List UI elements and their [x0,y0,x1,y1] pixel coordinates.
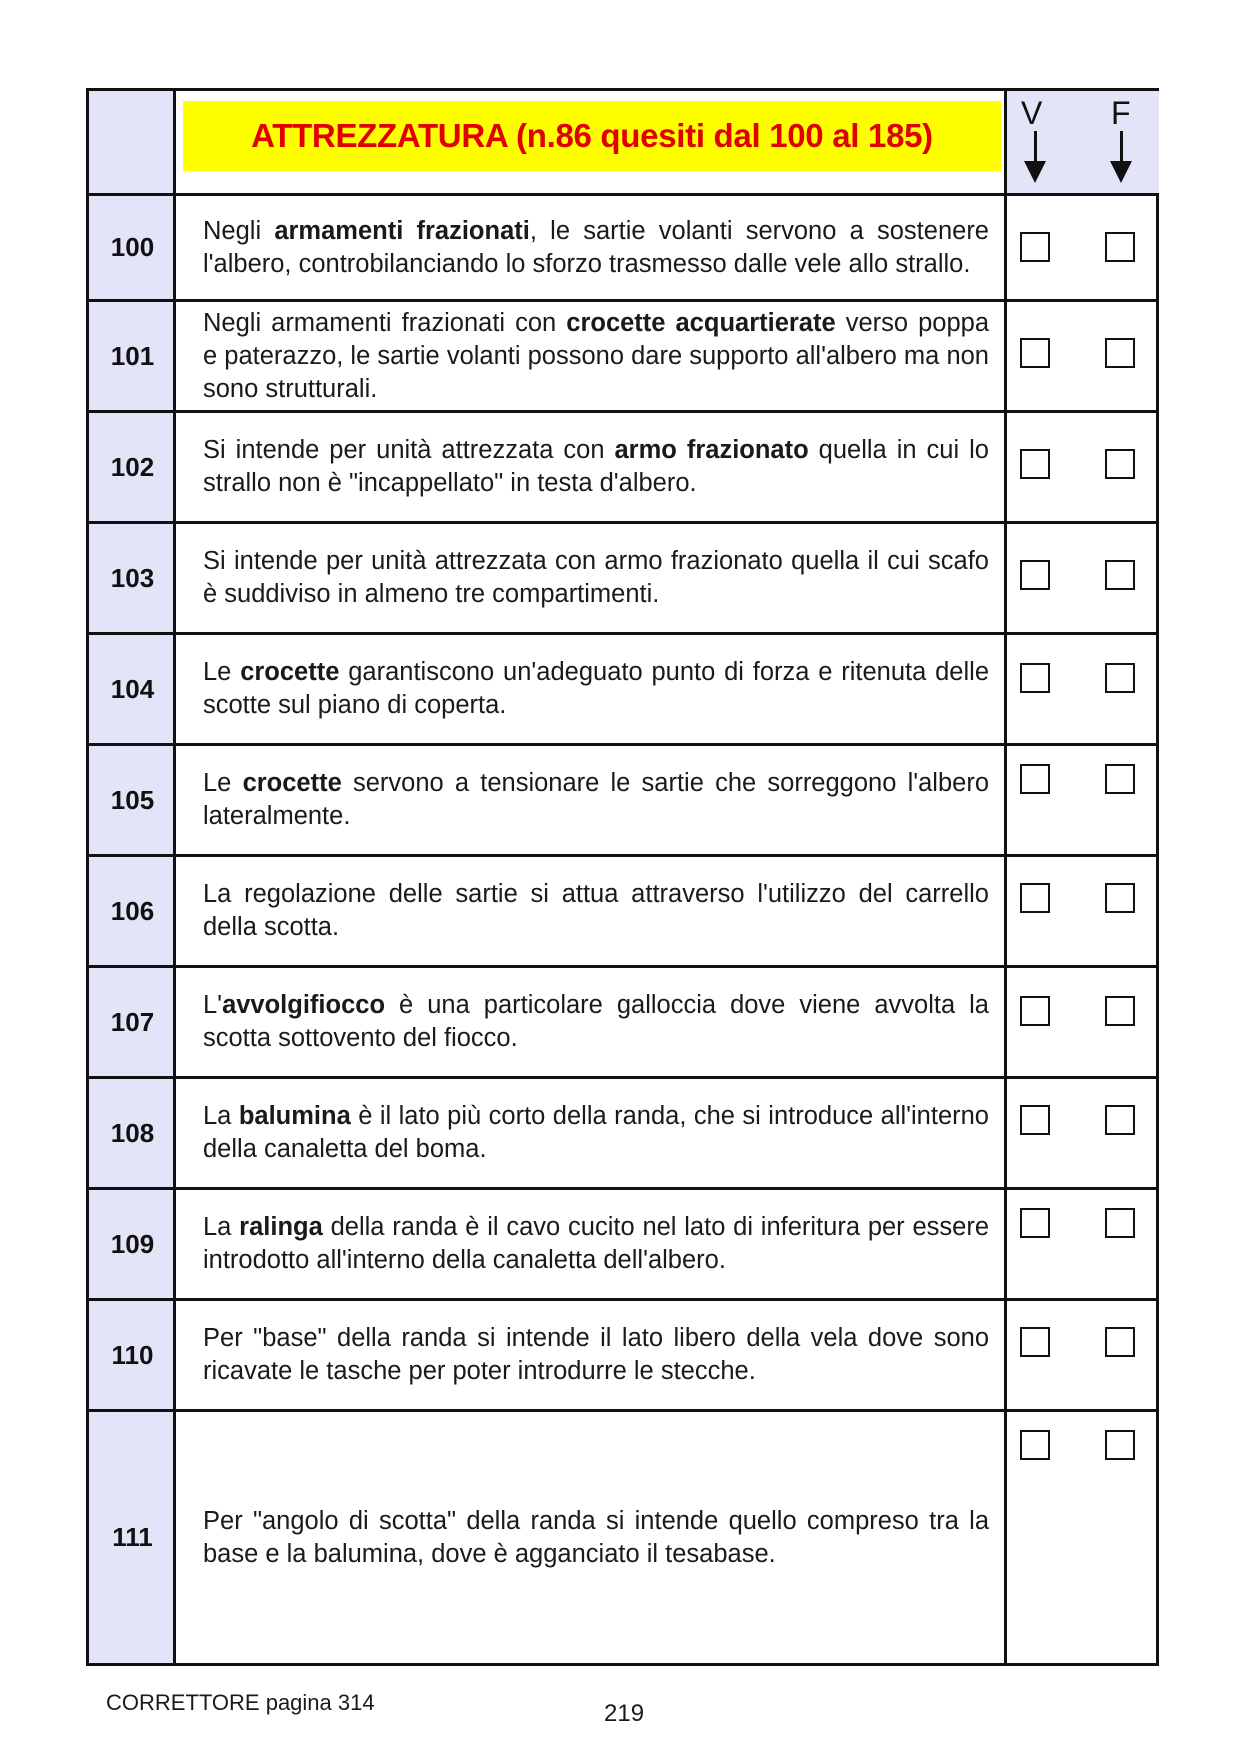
true-checkbox[interactable] [1020,1105,1050,1135]
question-keyword: ralinga [239,1213,323,1241]
question-row [89,413,1156,521]
row-divider [89,410,1156,413]
question-text [203,434,989,500]
question-text-cell [203,524,989,632]
question-text-segment: Le [203,769,243,797]
true-checkbox[interactable] [1020,449,1050,479]
question-row [89,524,1156,632]
question-number: 102 [110,451,155,482]
row-divider [89,1409,1156,1412]
true-checkbox[interactable] [1020,1208,1050,1238]
question-number: 108 [110,1117,155,1148]
row-divider [89,854,1156,857]
question-text-segment: garantiscono un'adeguato punto di forza e ritenuta delle scotte sul piano di coperta. [203,658,989,719]
false-checkbox[interactable] [1105,663,1135,693]
row-divider [89,299,1156,302]
section-title: ATTREZZATURA (n.86 quesiti dal 100 al 185) [251,117,933,154]
question-text-segment: è una particolare galloccia dove viene avvolta la scotta sottovento del fiocco. [203,991,989,1052]
false-column-label: F [1111,95,1131,131]
true-checkbox[interactable] [1020,663,1050,693]
true-checkbox[interactable] [1020,1430,1050,1460]
false-checkbox[interactable] [1105,996,1135,1026]
question-text [203,989,989,1055]
question-row [89,968,1156,1076]
false-checkbox[interactable] [1105,1327,1135,1357]
false-checkbox[interactable] [1105,449,1135,479]
question-number: 107 [110,1006,155,1037]
question-text-cell [203,196,989,299]
false-checkbox[interactable] [1105,1208,1135,1238]
question-text-cell [203,857,989,965]
question-number: 101 [110,340,155,371]
question-text-segment: è il lato più corto della randa, che si introduce all'interno della canaletta del boma. [203,1102,989,1163]
question-row [89,302,1156,410]
question-keyword: crocette [240,658,340,686]
question-text [203,656,989,722]
false-checkbox[interactable] [1105,338,1135,368]
title-highlight [183,101,1001,171]
row-divider [89,1076,1156,1079]
question-text-segment: L' [203,991,223,1019]
question-text-cell [203,635,989,743]
question-number: 100 [110,232,155,262]
question-row [89,635,1156,743]
question-row [89,746,1156,854]
question-row [89,1079,1156,1187]
question-text-segment: quella in cui lo strallo non è "incappellato" in testa d'albero. [203,436,989,497]
question-text-segment: La [203,1102,239,1130]
question-text-segment: La regolazione delle sartie si attua attraverso l'utilizzo del carrello della scotta. [203,880,989,941]
title-cell [179,91,1007,193]
question-keyword: armamenti frazionati [274,216,530,245]
question-number: 105 [110,784,155,815]
question-row [89,1190,1156,1298]
question-text-segment: Negli armamenti frazionati con [203,308,567,337]
false-checkbox[interactable] [1105,764,1135,794]
row-divider [89,632,1156,635]
question-text-segment: Per "base" della randa si intende il lato libero della vela dove sono ricavate le tasche per poter introdurre le stecche. [203,1324,989,1385]
question-text-segment: Negli [203,216,275,245]
question-keyword: avvolgifiocco [222,991,386,1019]
divider-answer-column [1004,91,1007,1663]
question-text [203,878,989,944]
question-text-cell [203,1301,989,1409]
true-arrow-shaft [1034,131,1037,165]
question-number: 104 [110,673,155,704]
false-checkbox[interactable] [1105,232,1135,262]
question-text-segment: verso poppa e paterazzo, le sartie volanti possono dare supporto all'albero ma non sono strutturali. [203,308,989,403]
true-checkbox[interactable] [1020,764,1050,794]
true-checkbox[interactable] [1020,1327,1050,1357]
row-divider [89,1187,1156,1190]
question-text-cell [203,1079,989,1187]
question-row [89,857,1156,965]
question-row [89,1412,1156,1663]
false-checkbox[interactable] [1105,1430,1135,1460]
false-arrow-icon [1110,161,1132,183]
question-keyword: crocette acquartierate [566,308,836,337]
true-checkbox[interactable] [1020,338,1050,368]
question-row [89,196,1156,299]
question-text-cell [203,1190,989,1298]
question-text-segment: Le [203,658,241,686]
false-checkbox[interactable] [1105,883,1135,913]
question-text-segment: Si intende per unità attrezzata con [203,436,615,464]
true-checkbox[interactable] [1020,560,1050,590]
question-row [89,1301,1156,1409]
question-text [203,1322,989,1388]
false-checkbox[interactable] [1105,560,1135,590]
question-keyword: crocette [242,769,342,797]
question-text-cell [203,1412,989,1663]
row-divider [89,521,1156,524]
question-text-segment: Per "angolo di scotta" della randa si intende quello compreso tra la base e la balumina, dove è agganciato il tesabase. [203,1506,989,1568]
false-checkbox[interactable] [1105,1105,1135,1135]
false-arrow-shaft [1120,131,1123,165]
true-checkbox[interactable] [1020,996,1050,1026]
divider-number-column [173,91,176,1663]
question-text [203,767,989,833]
question-number: 106 [110,895,155,926]
page-number: 219 [604,1700,645,1727]
question-text-segment: La [203,1213,240,1241]
true-column-label: V [1021,95,1043,131]
true-arrow-icon [1024,161,1046,183]
question-text-cell [203,968,989,1076]
question-number: 111 [112,1522,153,1552]
question-text [203,215,989,281]
row-divider [89,1298,1156,1301]
true-checkbox[interactable] [1020,883,1050,913]
question-text [203,307,989,406]
question-keyword: balumina [238,1102,351,1130]
question-text-cell [203,746,989,854]
quiz-table [86,88,1159,1666]
row-divider [89,743,1156,746]
question-text-cell [203,302,989,410]
question-number: 110 [111,1339,154,1370]
question-text-segment: Si intende per unità attrezzata con armo frazionato quella il cui scafo è suddiviso in almeno tre compartimenti. [203,547,989,608]
true-checkbox[interactable] [1020,232,1050,262]
question-number: 103 [110,562,155,593]
question-number: 109 [110,1228,155,1259]
question-text-segment: , le sartie volanti servono a sostenere l'albero, controbilanciando lo sforzo trasmesso dalle vele allo strallo. [203,216,989,278]
row-divider [89,965,1156,968]
correttore-reference: CORRETTORE pagina 314 [106,1690,375,1715]
divider-header [89,193,1156,196]
question-text [203,1100,989,1166]
question-text [203,1211,989,1277]
question-text [203,1505,989,1571]
question-text-segment: servono a tensionare le sartie che sorreggono l'albero lateralmente. [203,769,990,830]
question-keyword: armo frazionato [614,436,809,464]
question-text-cell [203,413,989,521]
question-text-segment: della randa è il cavo cucito nel lato di inferitura per essere introdotto all'interno della canaletta dell'albero. [203,1213,990,1274]
question-text [203,545,989,611]
